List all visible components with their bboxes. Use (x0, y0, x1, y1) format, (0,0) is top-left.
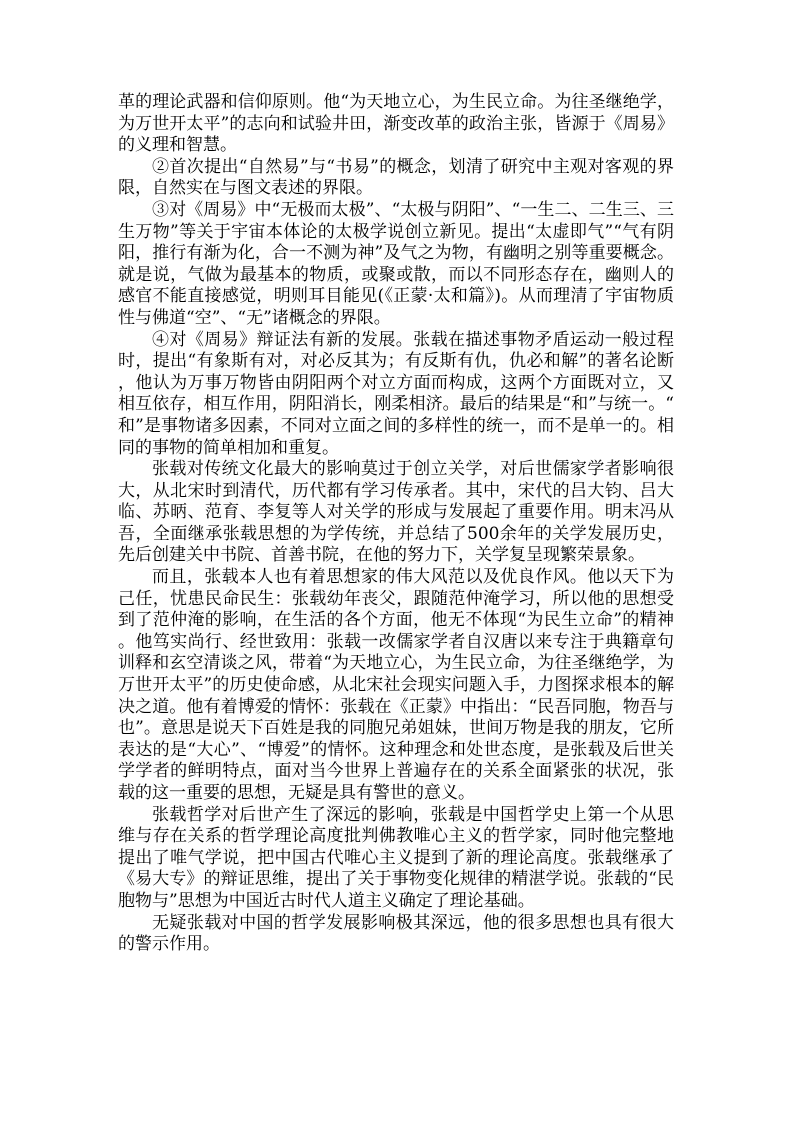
paragraph-influence: 张载哲学对后世产生了深远的影响，张载是中国哲学史上第一个从思维与存在关系的哲学理论高度批判佛教唯心主义的哲学家，同时他完整地提出了唯气学说，把中国古代唯心主义提到了新的理论高度。张载继承了《易大专》的辩证思维，提出了关于事物变化规律的精湛学说。张载的“民胞物与”思想为中国近古时代人道主义确定了理论基础。 (118, 804, 674, 911)
paragraph-conclusion: 无疑张载对中国的哲学发展影响极其深远，他的很多思想也具有很大的警示作用。 (118, 912, 674, 955)
paragraph-point-4: ④对《周易》辩证法有新的发展。张载在描述事物矛盾运动一般过程时，提出“有象斯有对，对必反其为；有反斯有仇，仇必和解”的著名论断，他认为万事万物皆由阴阳两个对立方面而构成，这两个方面既对立，又相互依存，相互作用，阴阳消长，刚柔相济。最后的结果是“和”与统一。“和”是事物诸多因素，不同对立面之间的多样性的统一，而不是单一的。相同的事物的简单相加和重复。 (118, 329, 674, 458)
paragraph-point-2: ②首次提出“自然易”与“书易”的概念，划清了研究中主观对客观的界限，自然实在与图文表述的界限。 (118, 156, 674, 199)
paragraph-guanxue: 张载对传统文化最大的影响莫过于创立关学，对后世儒家学者影响很大，从北宋时到清代，历代都有学习传承者。其中，宋代的吕大钧、吕大临、苏昞、范育、李复等人对关学的形成与发展起了重要作用。明末冯从吾，全面继承张载思想的为学传统，并总结了500余年的关学发展历史，先后创建关中书院、首善书院，在他的努力下，关学复呈现繁荣景象。 (118, 459, 674, 566)
paragraph-style: 而且，张载本人也有着思想家的伟大风范以及优良作风。他以天下为己任，忧患民命民生：张载幼年丧父，跟随范仲淹学习，所以他的思想受到了范仲淹的影响，在生活的各个方面，他无不体现“为民生立命”的精神。他笃实尚行、经世致用：张载一改儒家学者自汉唐以来专注于典籍章句训释和玄空清谈之风，带着“为天地立心，为生民立命，为往圣继绝学，为万世开太平”的历史使命感，从北宋社会现实问题入手，力图探求根本的解决之道。他有着博爱的情怀：张载在《正蒙》中指出：“民吾同胞，物吾与也”。意思是说天下百姓是我的同胞兄弟姐妹，世间万物是我的朋友，它所表达的是“大心”、“博爱”的情怀。这种理念和处世态度，是张载及后世关学学者的鲜明特点，面对当今世界上普遍存在的关系全面紧张的状况，张载的这一重要的思想，无疑是具有警世的意义。 (118, 567, 674, 803)
document-page (118, 92, 674, 956)
paragraph-continuation: 革的理论武器和信仰原则。他“为天地立心，为生民立命。为往圣继绝学，为万世开太平”的志向和试验井田，渐变改革的政治主张，皆源于《周易》的义理和智慧。 (118, 92, 674, 156)
paragraph-point-3: ③对《周易》中“无极而太极”、“太极与阴阳”、“一生二、二生三、三生万物”等关于宇宙本体论的太极学说创立新见。提出“太虚即气”“气有阴阳，推行有渐为化，合一不测为神”及气之为物，有幽明之别等重要概念。就是说，气做为最基本的物质，或聚或散，而以不同形态存在，幽则人的感官不能直接感觉，明则耳目能见(《正蒙·太和篇》)。从而理清了宇宙物质性与佛道“空”、“无”诸概念的界限。 (118, 199, 674, 328)
